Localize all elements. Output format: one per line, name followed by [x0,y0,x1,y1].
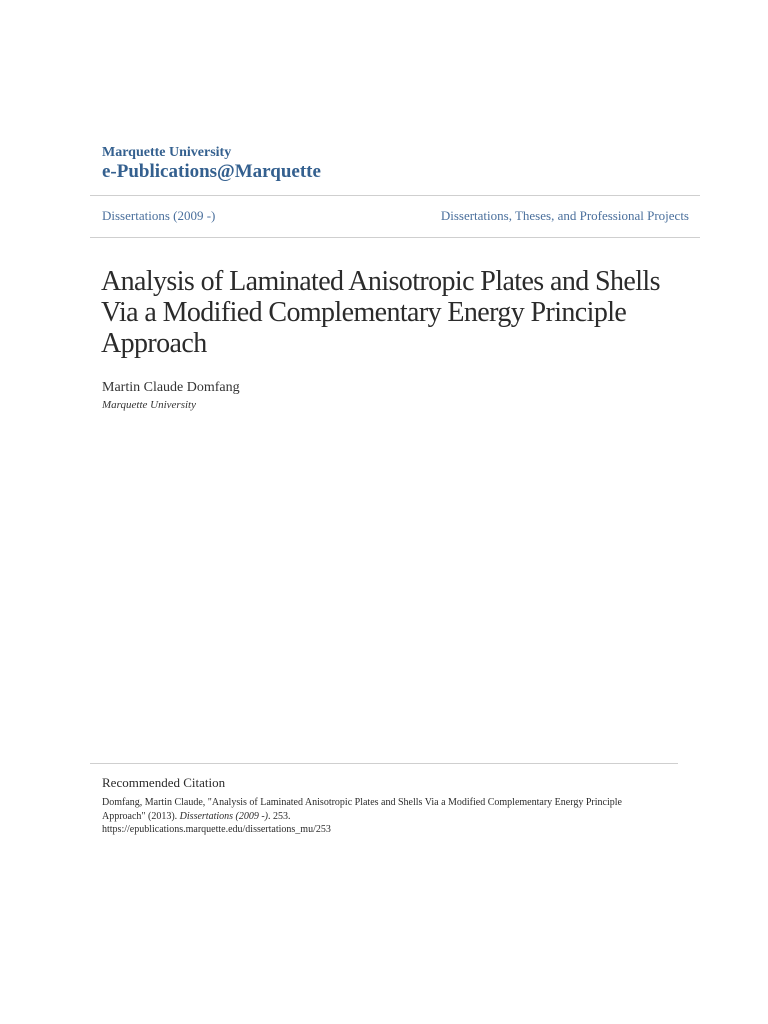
citation-main: Domfang, Martin Claude, "Analysis of Laminated Anisotropic Plates and Shells Via a Modified Complementary Energy Principle Approach" (2013). [102,797,622,822]
citation-heading: Recommended Citation [102,775,226,790]
collection-nav [102,207,689,225]
citation-number: . 253. [268,810,291,822]
author-name: Martin Claude Domfang [102,380,240,395]
document-title: Analysis of Laminated Anisotropic Plates and Shells Via a Modified Complementary Energy Principle Approach [101,266,660,359]
divider-citation [90,763,678,764]
institution-name: Marquette University [102,145,232,160]
repository-name[interactable]: e-Publications@Marquette [102,161,321,182]
citation-text [102,796,662,837]
author-affiliation: Marquette University [102,399,196,411]
repository-header [102,145,321,183]
collection-link[interactable]: Dissertations, Theses, and Professional Projects [440,208,689,223]
dissertations-link[interactable]: Dissertations (2009 -) [102,208,216,223]
divider-top [90,195,700,196]
divider-nav [90,237,700,238]
citation-url[interactable]: https://epublications.marquette.edu/dissertations_mu/253 [102,824,331,835]
citation-series: Dissertations (2009 -) [179,810,269,822]
